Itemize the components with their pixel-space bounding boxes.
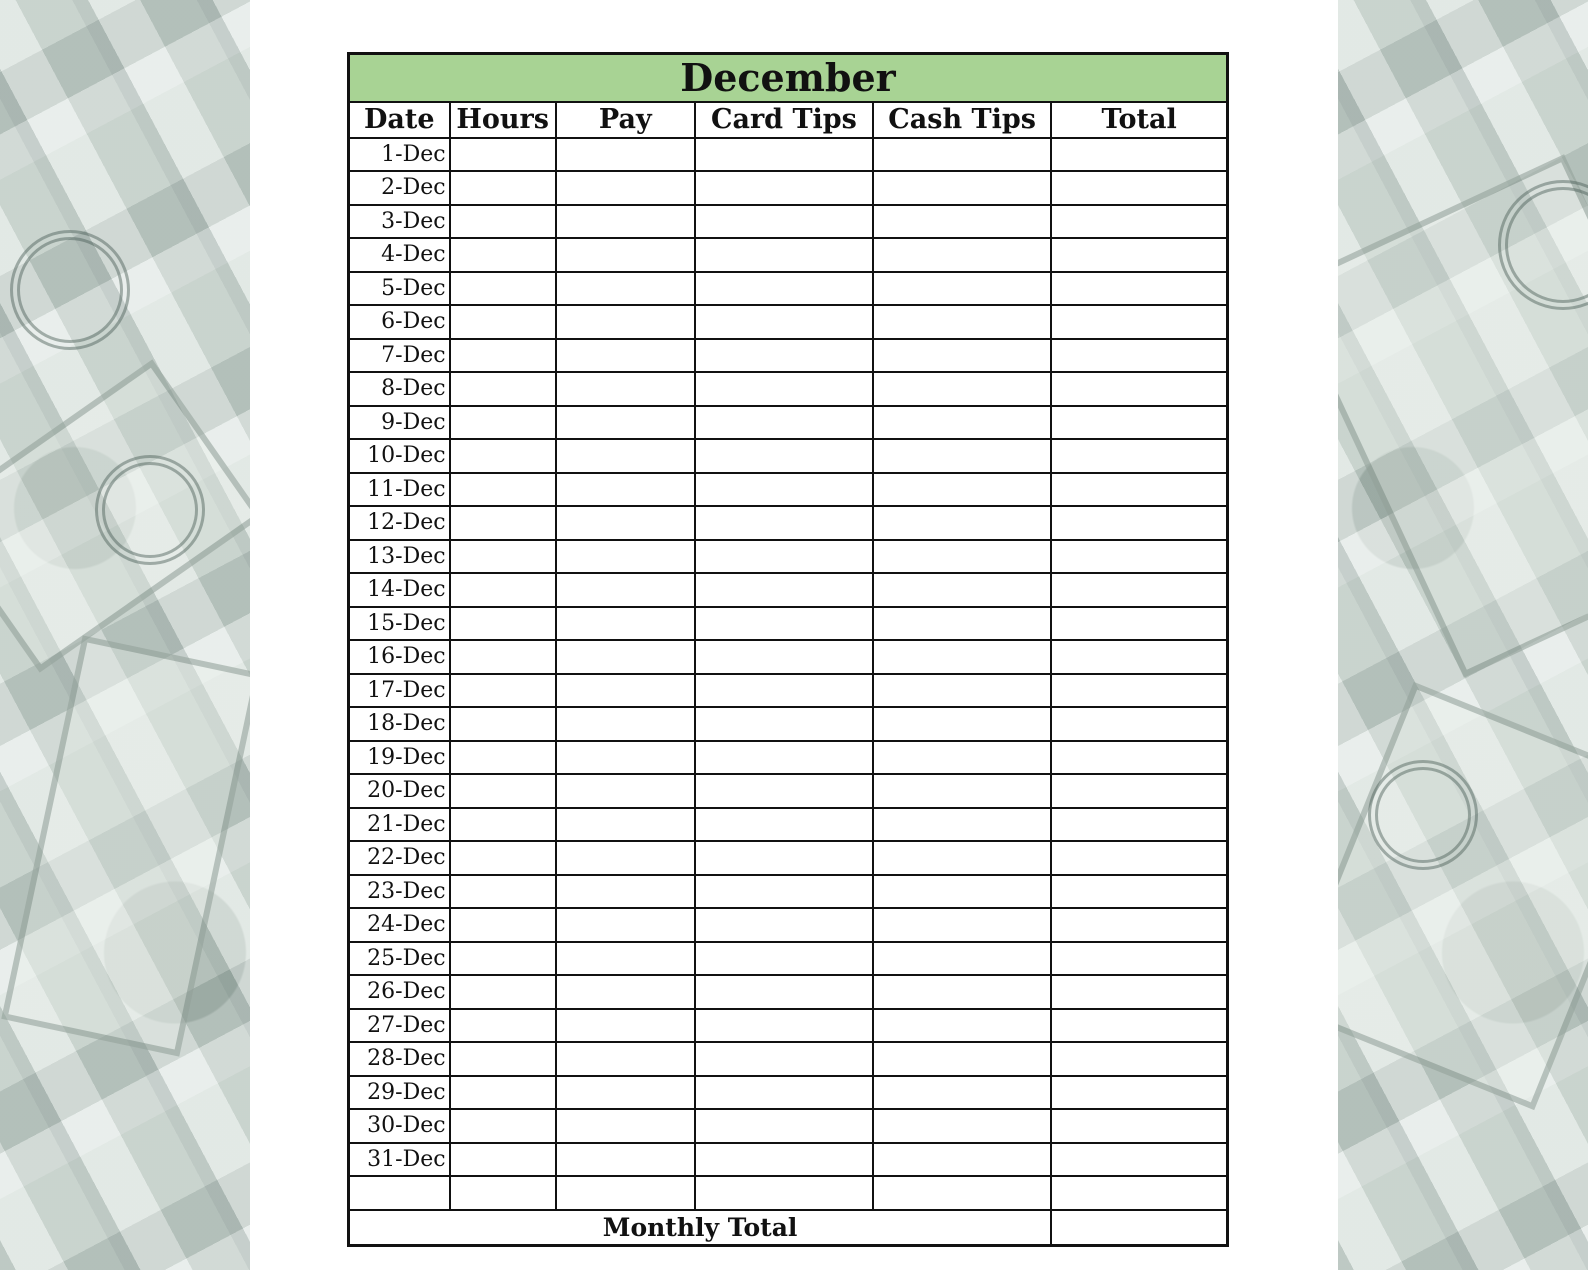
total-cell[interactable]	[1051, 305, 1227, 339]
hours-cell[interactable]	[450, 1176, 556, 1210]
card-tips-cell[interactable]	[695, 975, 873, 1009]
pay-cell[interactable]	[556, 607, 695, 641]
seal-image	[95, 455, 205, 565]
table-row	[349, 1042, 1228, 1076]
cash-tips-cell[interactable]	[873, 573, 1051, 607]
table-row	[349, 540, 1228, 574]
hours-cell[interactable]	[450, 908, 556, 942]
cash-tips-cell[interactable]	[873, 674, 1051, 708]
table-row	[349, 305, 1228, 339]
money-background-left	[0, 0, 250, 1270]
pay-cell[interactable]	[556, 1143, 695, 1177]
date-cell: 4-Dec	[349, 238, 450, 272]
hours-cell[interactable]	[450, 439, 556, 473]
table-row	[349, 1076, 1228, 1110]
pay-cell[interactable]	[556, 908, 695, 942]
card-tips-cell[interactable]	[695, 439, 873, 473]
date-cell: 18-Dec	[349, 707, 450, 741]
hours-cell[interactable]	[450, 372, 556, 406]
total-cell[interactable]	[1051, 138, 1227, 172]
cash-tips-cell[interactable]	[873, 1109, 1051, 1143]
column-header-card-tips: Card Tips	[695, 102, 873, 138]
table-row	[349, 1176, 1228, 1210]
card-tips-cell[interactable]	[695, 1076, 873, 1110]
pay-cell[interactable]	[556, 339, 695, 373]
cash-tips-cell[interactable]	[873, 1009, 1051, 1043]
card-tips-cell[interactable]	[695, 707, 873, 741]
total-cell[interactable]	[1051, 808, 1227, 842]
hours-cell[interactable]	[450, 205, 556, 239]
total-cell[interactable]	[1051, 741, 1227, 775]
date-cell: 17-Dec	[349, 674, 450, 708]
dollar-bill-image	[1338, 682, 1588, 1110]
card-tips-cell[interactable]	[695, 238, 873, 272]
total-cell[interactable]	[1051, 506, 1227, 540]
total-cell[interactable]	[1051, 439, 1227, 473]
table-row	[349, 506, 1228, 540]
card-tips-cell[interactable]	[695, 1042, 873, 1076]
card-tips-cell[interactable]	[695, 1176, 873, 1210]
card-tips-cell[interactable]	[695, 908, 873, 942]
cash-tips-cell[interactable]	[873, 908, 1051, 942]
hours-cell[interactable]	[450, 506, 556, 540]
table-row	[349, 339, 1228, 373]
pay-cell[interactable]	[556, 640, 695, 674]
cash-tips-cell[interactable]	[873, 1076, 1051, 1110]
total-cell[interactable]	[1051, 875, 1227, 909]
hours-cell[interactable]	[450, 1109, 556, 1143]
date-cell: 24-Dec	[349, 908, 450, 942]
column-header-date: Date	[349, 102, 450, 138]
date-cell: 8-Dec	[349, 372, 450, 406]
cash-tips-cell[interactable]	[873, 372, 1051, 406]
pay-cell[interactable]	[556, 975, 695, 1009]
pay-cell[interactable]	[556, 205, 695, 239]
table-row	[349, 138, 1228, 172]
total-cell[interactable]	[1051, 573, 1227, 607]
table-row	[349, 607, 1228, 641]
card-tips-cell[interactable]	[695, 339, 873, 373]
date-cell: 22-Dec	[349, 841, 450, 875]
table-row	[349, 908, 1228, 942]
column-header-total: Total	[1051, 102, 1227, 138]
hours-cell[interactable]	[450, 841, 556, 875]
date-cell: 5-Dec	[349, 272, 450, 306]
date-cell: 15-Dec	[349, 607, 450, 641]
hours-cell[interactable]	[450, 1143, 556, 1177]
table-row	[349, 774, 1228, 808]
table-row	[349, 1009, 1228, 1043]
cash-tips-cell[interactable]	[873, 741, 1051, 775]
cash-tips-cell[interactable]	[873, 975, 1051, 1009]
card-tips-cell[interactable]	[695, 205, 873, 239]
pay-cell[interactable]	[556, 1076, 695, 1110]
cash-tips-cell[interactable]	[873, 774, 1051, 808]
card-tips-cell[interactable]	[695, 138, 873, 172]
pay-cell[interactable]	[556, 439, 695, 473]
table-row	[349, 439, 1228, 473]
column-header-row	[349, 102, 1228, 138]
card-tips-cell[interactable]	[695, 774, 873, 808]
date-cell: 1-Dec	[349, 138, 450, 172]
cash-tips-cell[interactable]	[873, 1176, 1051, 1210]
pay-cell[interactable]	[556, 1176, 695, 1210]
card-tips-cell[interactable]	[695, 841, 873, 875]
pay-cell[interactable]	[556, 540, 695, 574]
card-tips-cell[interactable]	[695, 573, 873, 607]
hours-cell[interactable]	[450, 138, 556, 172]
cash-tips-cell[interactable]	[873, 339, 1051, 373]
pay-cell[interactable]	[556, 942, 695, 976]
pay-cell[interactable]	[556, 808, 695, 842]
card-tips-cell[interactable]	[695, 272, 873, 306]
pay-cell[interactable]	[556, 741, 695, 775]
table-row	[349, 875, 1228, 909]
card-tips-cell[interactable]	[695, 305, 873, 339]
pay-cell[interactable]	[556, 506, 695, 540]
table-row	[349, 674, 1228, 708]
hours-cell[interactable]	[450, 406, 556, 440]
table-row	[349, 1143, 1228, 1177]
pay-cell[interactable]	[556, 707, 695, 741]
hours-cell[interactable]	[450, 975, 556, 1009]
cash-tips-cell[interactable]	[873, 305, 1051, 339]
cash-tips-cell[interactable]	[873, 808, 1051, 842]
date-cell: 20-Dec	[349, 774, 450, 808]
date-cell: 21-Dec	[349, 808, 450, 842]
total-cell[interactable]	[1051, 1143, 1227, 1177]
date-cell: 25-Dec	[349, 942, 450, 976]
hours-cell[interactable]	[450, 741, 556, 775]
cash-tips-cell[interactable]	[873, 272, 1051, 306]
date-cell: 3-Dec	[349, 205, 450, 239]
card-tips-cell[interactable]	[695, 540, 873, 574]
card-tips-cell[interactable]	[695, 741, 873, 775]
pay-cell[interactable]	[556, 238, 695, 272]
seal-image	[1368, 760, 1478, 870]
total-cell[interactable]	[1051, 1009, 1227, 1043]
hours-cell[interactable]	[450, 942, 556, 976]
cash-tips-cell[interactable]	[873, 406, 1051, 440]
hours-cell[interactable]	[450, 774, 556, 808]
table-row	[349, 841, 1228, 875]
pay-cell[interactable]	[556, 138, 695, 172]
date-cell: 2-Dec	[349, 171, 450, 205]
card-tips-cell[interactable]	[695, 171, 873, 205]
table-row	[349, 707, 1228, 741]
pay-cell[interactable]	[556, 171, 695, 205]
table-row	[349, 272, 1228, 306]
date-cell: 31-Dec	[349, 1143, 450, 1177]
hours-cell[interactable]	[450, 1042, 556, 1076]
total-cell[interactable]	[1051, 1076, 1227, 1110]
date-cell: 26-Dec	[349, 975, 450, 1009]
cash-tips-cell[interactable]	[873, 473, 1051, 507]
hours-cell[interactable]	[450, 1076, 556, 1110]
date-cell: 28-Dec	[349, 1042, 450, 1076]
total-cell[interactable]	[1051, 272, 1227, 306]
cash-tips-cell[interactable]	[873, 171, 1051, 205]
table-row	[349, 942, 1228, 976]
total-cell[interactable]	[1051, 238, 1227, 272]
month-title: December	[349, 54, 1228, 102]
card-tips-cell[interactable]	[695, 1109, 873, 1143]
cash-tips-cell[interactable]	[873, 238, 1051, 272]
date-cell: 14-Dec	[349, 573, 450, 607]
cash-tips-cell[interactable]	[873, 607, 1051, 641]
total-cell[interactable]	[1051, 171, 1227, 205]
table-row	[349, 473, 1228, 507]
date-cell: 13-Dec	[349, 540, 450, 574]
card-tips-cell[interactable]	[695, 640, 873, 674]
table-row	[349, 741, 1228, 775]
total-cell[interactable]	[1051, 607, 1227, 641]
card-tips-cell[interactable]	[695, 473, 873, 507]
total-cell[interactable]	[1051, 942, 1227, 976]
monthly-total-row	[349, 1210, 1228, 1246]
table-row	[349, 975, 1228, 1009]
card-tips-cell[interactable]	[695, 674, 873, 708]
pay-cell[interactable]	[556, 372, 695, 406]
total-cell[interactable]	[1051, 473, 1227, 507]
date-cell: 9-Dec	[349, 406, 450, 440]
cash-tips-cell[interactable]	[873, 875, 1051, 909]
date-cell: 29-Dec	[349, 1076, 450, 1110]
seal-image	[10, 230, 130, 350]
card-tips-cell[interactable]	[695, 875, 873, 909]
cash-tips-cell[interactable]	[873, 640, 1051, 674]
card-tips-cell[interactable]	[695, 1009, 873, 1043]
cash-tips-cell[interactable]	[873, 707, 1051, 741]
pay-cell[interactable]	[556, 305, 695, 339]
day-rows	[349, 138, 1228, 1210]
date-cell: 6-Dec	[349, 305, 450, 339]
date-cell: 7-Dec	[349, 339, 450, 373]
card-tips-cell[interactable]	[695, 607, 873, 641]
total-cell[interactable]	[1051, 540, 1227, 574]
pay-cell[interactable]	[556, 774, 695, 808]
hours-cell[interactable]	[450, 707, 556, 741]
pay-cell[interactable]	[556, 1042, 695, 1076]
date-cell: 27-Dec	[349, 1009, 450, 1043]
cash-tips-cell[interactable]	[873, 506, 1051, 540]
monthly-total-cell[interactable]	[1051, 1210, 1227, 1246]
pay-cell[interactable]	[556, 272, 695, 306]
cash-tips-cell[interactable]	[873, 1042, 1051, 1076]
total-cell[interactable]	[1051, 975, 1227, 1009]
date-cell: 12-Dec	[349, 506, 450, 540]
table-row	[349, 640, 1228, 674]
hours-cell[interactable]	[450, 875, 556, 909]
monthly-total-label: Monthly Total	[349, 1210, 1052, 1246]
tip-tracker-table	[347, 52, 1229, 1247]
date-cell: 30-Dec	[349, 1109, 450, 1143]
card-tips-cell[interactable]	[695, 942, 873, 976]
dollar-bill-image	[1, 635, 250, 1056]
hours-cell[interactable]	[450, 272, 556, 306]
total-cell[interactable]	[1051, 1109, 1227, 1143]
hours-cell[interactable]	[450, 238, 556, 272]
hours-cell[interactable]	[450, 607, 556, 641]
table-row	[349, 372, 1228, 406]
cash-tips-cell[interactable]	[873, 841, 1051, 875]
date-cell: 23-Dec	[349, 875, 450, 909]
total-cell[interactable]	[1051, 339, 1227, 373]
column-header-pay: Pay	[556, 102, 695, 138]
hours-cell[interactable]	[450, 640, 556, 674]
table-row	[349, 1109, 1228, 1143]
cash-tips-cell[interactable]	[873, 205, 1051, 239]
date-cell	[349, 1176, 450, 1210]
date-cell: 10-Dec	[349, 439, 450, 473]
cash-tips-cell[interactable]	[873, 540, 1051, 574]
cash-tips-cell[interactable]	[873, 1143, 1051, 1177]
pay-cell[interactable]	[556, 473, 695, 507]
table-row	[349, 238, 1228, 272]
pay-cell[interactable]	[556, 674, 695, 708]
table-row	[349, 573, 1228, 607]
hours-cell[interactable]	[450, 808, 556, 842]
card-tips-cell[interactable]	[695, 808, 873, 842]
hours-cell[interactable]	[450, 473, 556, 507]
table-row	[349, 808, 1228, 842]
cash-tips-cell[interactable]	[873, 942, 1051, 976]
table-row	[349, 171, 1228, 205]
hours-cell[interactable]	[450, 171, 556, 205]
column-header-hours: Hours	[450, 102, 556, 138]
hours-cell[interactable]	[450, 540, 556, 574]
hours-cell[interactable]	[450, 305, 556, 339]
pay-cell[interactable]	[556, 573, 695, 607]
total-cell[interactable]	[1051, 1176, 1227, 1210]
cash-tips-cell[interactable]	[873, 439, 1051, 473]
pay-cell[interactable]	[556, 841, 695, 875]
total-cell[interactable]	[1051, 674, 1227, 708]
column-header-cash-tips: Cash Tips	[873, 102, 1051, 138]
pay-cell[interactable]	[556, 875, 695, 909]
cash-tips-cell[interactable]	[873, 138, 1051, 172]
card-tips-cell[interactable]	[695, 372, 873, 406]
total-cell[interactable]	[1051, 841, 1227, 875]
date-cell: 16-Dec	[349, 640, 450, 674]
total-cell[interactable]	[1051, 205, 1227, 239]
money-background-right	[1338, 0, 1588, 1270]
pay-cell[interactable]	[556, 1109, 695, 1143]
pay-cell[interactable]	[556, 1009, 695, 1043]
hours-cell[interactable]	[450, 339, 556, 373]
date-cell: 19-Dec	[349, 741, 450, 775]
total-cell[interactable]	[1051, 406, 1227, 440]
total-cell[interactable]	[1051, 707, 1227, 741]
total-cell[interactable]	[1051, 908, 1227, 942]
total-cell[interactable]	[1051, 774, 1227, 808]
total-cell[interactable]	[1051, 372, 1227, 406]
table-row	[349, 406, 1228, 440]
card-tips-cell[interactable]	[695, 406, 873, 440]
hours-cell[interactable]	[450, 1009, 556, 1043]
hours-cell[interactable]	[450, 573, 556, 607]
hours-cell[interactable]	[450, 674, 556, 708]
table-row	[349, 205, 1228, 239]
total-cell[interactable]	[1051, 1042, 1227, 1076]
date-cell: 11-Dec	[349, 473, 450, 507]
total-cell[interactable]	[1051, 640, 1227, 674]
card-tips-cell[interactable]	[695, 506, 873, 540]
pay-cell[interactable]	[556, 406, 695, 440]
card-tips-cell[interactable]	[695, 1143, 873, 1177]
